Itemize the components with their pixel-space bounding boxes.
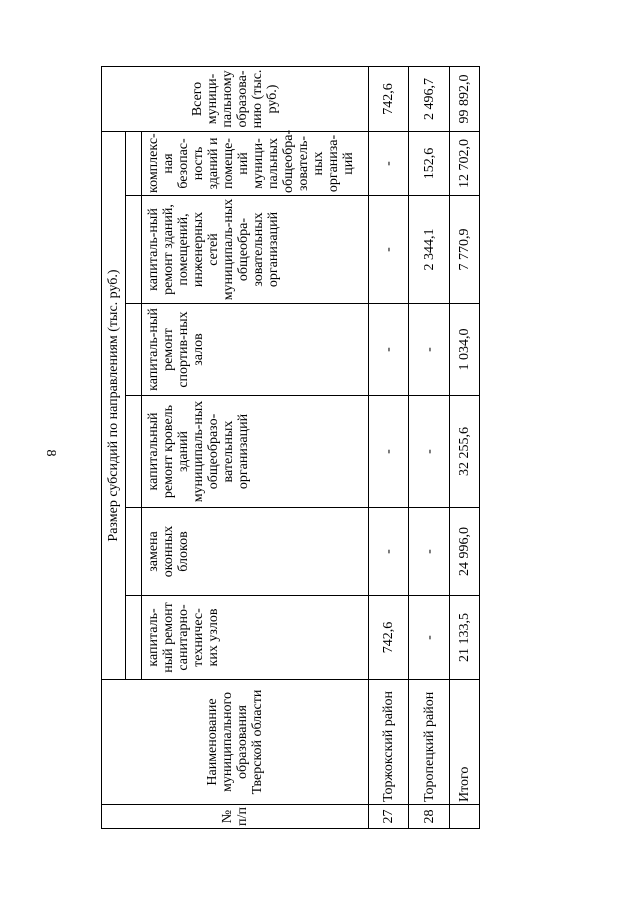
row-cell: 152,6 bbox=[409, 131, 449, 195]
row-cell: 2 344,1 bbox=[409, 196, 449, 304]
header-total: Всего муници-пальному образова-нию (тыс. руб.) bbox=[102, 66, 369, 131]
row-name: Итого bbox=[449, 680, 479, 805]
header-col-security: комплекс-ная безопас-ность зданий и помеще-ний муници-пальных общеобра-зователь-ных организа-ций bbox=[142, 131, 369, 195]
row-name: Торопецкий район bbox=[409, 680, 449, 805]
row-total: 99 892,0 bbox=[449, 66, 479, 131]
header-spacer bbox=[126, 396, 142, 508]
row-name: Торжокский район bbox=[369, 680, 409, 805]
row-cell: 24 996,0 bbox=[449, 508, 479, 596]
header-col-sanitary: капиталь-ный ремонт санитарно-техничес-ких узлов bbox=[142, 596, 369, 680]
row-cell: - bbox=[369, 304, 409, 396]
rotated-table-container bbox=[101, 67, 480, 829]
row-cell: - bbox=[409, 596, 449, 680]
row-cell: - bbox=[369, 131, 409, 195]
table-row bbox=[409, 66, 449, 828]
header-group: Размер субсидий по направлениям (тыс. руб.) bbox=[102, 131, 126, 679]
row-cell: 32 255,6 bbox=[449, 396, 479, 508]
row-num: 27 bbox=[369, 805, 409, 829]
row-cell: - bbox=[369, 396, 409, 508]
header-spacer bbox=[126, 304, 142, 396]
header-col-buildings: капиталь-ный ремонт зданий, помещений, инженерных сетей муниципаль-ных общеобра-зовательных организаций bbox=[142, 196, 369, 304]
row-cell: 12 702,0 bbox=[449, 131, 479, 195]
header-spacer bbox=[126, 508, 142, 596]
table-row bbox=[449, 66, 479, 828]
row-cell: - bbox=[409, 396, 449, 508]
header-name: Наименование муниципального образования Тверской области bbox=[102, 680, 369, 805]
row-cell: 21 133,5 bbox=[449, 596, 479, 680]
row-cell: - bbox=[409, 508, 449, 596]
table-row bbox=[369, 66, 409, 828]
row-cell: 1 034,0 bbox=[449, 304, 479, 396]
row-num: 28 bbox=[409, 805, 449, 829]
header-spacer bbox=[126, 196, 142, 304]
row-num bbox=[449, 805, 479, 829]
header-col-gyms: капиталь-ный ремонт спортив-ных залов bbox=[142, 304, 369, 396]
row-cell: 7 770,9 bbox=[449, 196, 479, 304]
header-num: № п/п bbox=[102, 805, 369, 829]
page-number: 8 bbox=[43, 449, 58, 457]
row-total: 2 496,7 bbox=[409, 66, 449, 131]
header-col-roofs: капитальный ремонт кровель зданий муниципаль-ных общеобразо-вательных организаций bbox=[142, 396, 369, 508]
row-cell: 742,6 bbox=[369, 596, 409, 680]
row-cell: - bbox=[369, 508, 409, 596]
header-spacer bbox=[126, 596, 142, 680]
row-cell: - bbox=[369, 196, 409, 304]
header-spacer bbox=[126, 131, 142, 195]
row-total: 742,6 bbox=[369, 66, 409, 131]
row-cell: - bbox=[409, 304, 449, 396]
header-col-windows: замена оконных блоков bbox=[142, 508, 369, 596]
subsidy-table bbox=[101, 66, 480, 829]
